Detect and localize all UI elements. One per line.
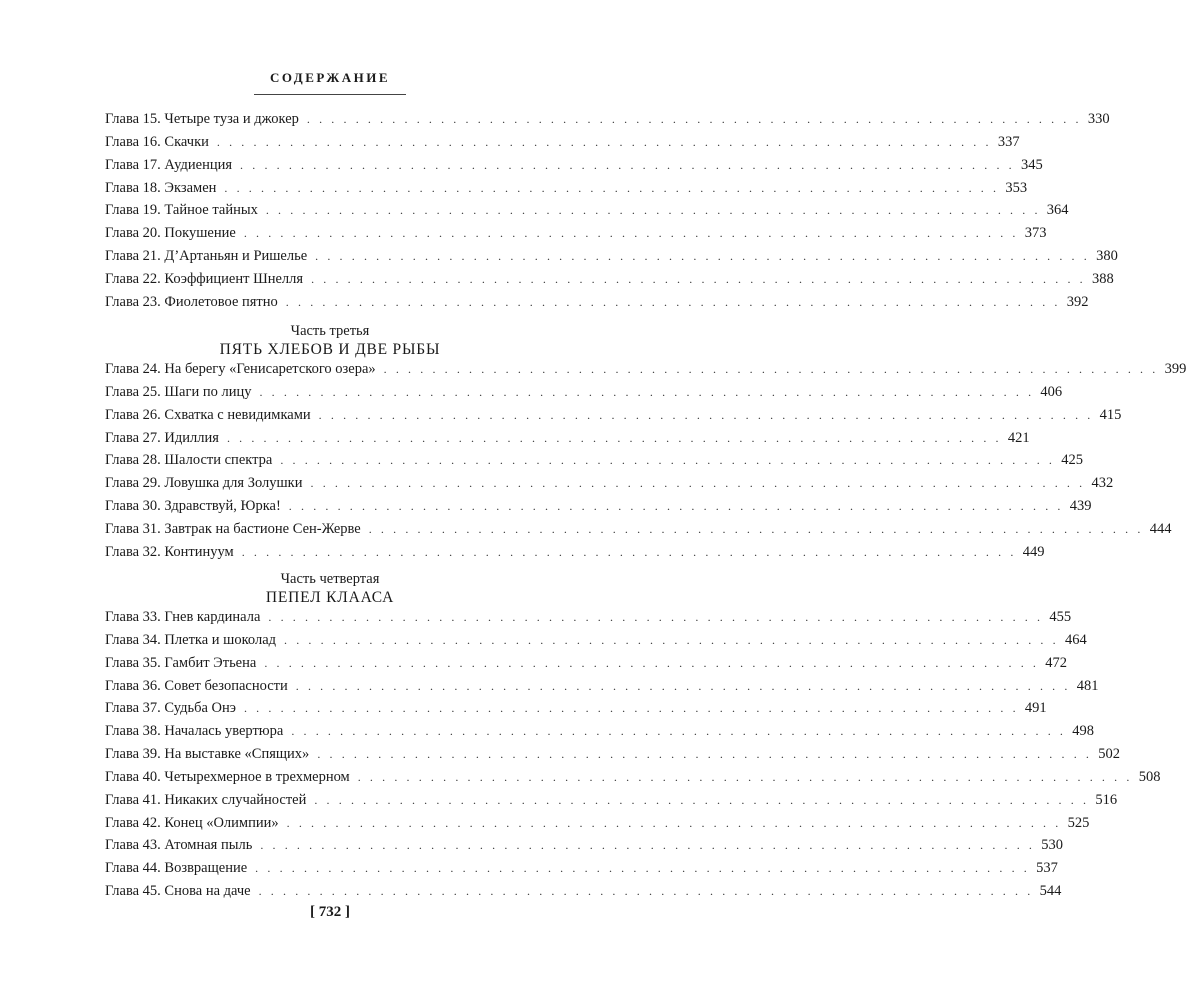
toc-entry <box>105 449 1084 472</box>
toc-entry-title: Глава 42. Конец «Олимпии» <box>105 814 279 831</box>
dot-leader: . . . . . . . . . . . . . . . . . . . . . . . . . . . . . . . . . . . . . . . . . . . . . . . . . . . . . . . . . . . . . . . . <box>310 476 1086 491</box>
toc-entry-title: Глава 18. Экзамен <box>105 179 217 196</box>
dot-leader: . . . . . . . . . . . . . . . . . . . . . . . . . . . . . . . . . . . . . . . . . . . . . . . . . . . . . . . . . . . . . . . . <box>243 701 1019 716</box>
toc-entry-page: 392 <box>1066 293 1089 310</box>
dot-leader: . . . . . . . . . . . . . . . . . . . . . . . . . . . . . . . . . . . . . . . . . . . . . . . . . . . . . . . . . . . . . . . . <box>318 407 1094 422</box>
toc-entry <box>105 720 1095 743</box>
toc-entry-page: 388 <box>1092 270 1114 287</box>
dot-leader: . . . . . . . . . . . . . . . . . . . . . . . . . . . . . . . . . . . . . . . . . . . . . . . . . . . . . . . . . . . . . . . . <box>241 544 1017 559</box>
dot-leader: . . . . . . . . . . . . . . . . . . . . . . . . . . . . . . . . . . . . . . . . . . . . . . . . . . . . . . . . . . . . . . . . <box>264 655 1040 670</box>
dot-leader: . . . . . . . . . . . . . . . . . . . . . . . . . . . . . . . . . . . . . . . . . . . . . . . . . . . . . . . . . . . . . . . . <box>288 499 1064 514</box>
dot-leader: . . . . . . . . . . . . . . . . . . . . . . . . . . . . . . . . . . . . . . . . . . . . . . . . . . . . . . . . . . . . . . . . <box>368 521 1144 536</box>
toc-entry-title: Глава 36. Совет безопасности <box>105 677 288 694</box>
dot-leader: . . . . . . . . . . . . . . . . . . . . . . . . . . . . . . . . . . . . . . . . . . . . . . . . . . . . . . . . . . . . . . . . <box>258 884 1034 899</box>
toc-entry-page: 516 <box>1095 791 1118 808</box>
toc-entry-page: 353 <box>1005 179 1028 196</box>
dot-leader: . . . . . . . . . . . . . . . . . . . . . . . . . . . . . . . . . . . . . . . . . . . . . . . . . . . . . . . . . . . . . . . . <box>255 861 1030 876</box>
part-three-subtitle: Часть третья <box>290 323 370 339</box>
dot-leader: . . . . . . . . . . . . . . . . . . . . . . . . . . . . . . . . . . . . . . . . . . . . . . . . . . . . . . . . . . . . . . . . <box>240 157 1015 172</box>
dot-leader: . . . . . . . . . . . . . . . . . . . . . . . . . . . . . . . . . . . . . . . . . . . . . . . . . . . . . . . . . . . . . . . . <box>285 294 1061 309</box>
toc-entry-page: 337 <box>997 133 1020 150</box>
toc-entry <box>105 472 1114 495</box>
toc-section-part4 <box>105 606 1161 903</box>
toc-entry-title: Глава 44. Возвращение <box>105 860 248 877</box>
toc-entry <box>105 427 1030 450</box>
toc-entry <box>105 154 1043 177</box>
dot-leader: . . . . . . . . . . . . . . . . . . . . . . . . . . . . . . . . . . . . . . . . . . . . . . . . . . . . . . . . . . . . . . . . <box>295 678 1071 693</box>
toc-entry-page: 399 <box>1164 361 1186 377</box>
toc-entry-title: Глава 24. На берегу «Генисаретского озера» <box>105 361 376 377</box>
toc-entry <box>105 291 1089 314</box>
dot-leader: . . . . . . . . . . . . . . . . . . . . . . . . . . . . . . . . . . . . . . . . . . . . . . . . . . . . . . . . . . . . . . . . <box>291 724 1067 739</box>
toc-entry <box>105 518 1172 541</box>
toc-entry <box>105 222 1047 245</box>
toc-entry <box>105 245 1118 268</box>
toc-entry <box>105 675 1099 698</box>
toc-entry <box>105 880 1062 903</box>
part-three-heading <box>0 322 660 359</box>
toc-entry-page: 502 <box>1098 746 1121 763</box>
toc-entry-title: Глава 40. Четырехмерное в трехмерном <box>105 768 350 785</box>
dot-leader: . . . . . . . . . . . . . . . . . . . . . . . . . . . . . . . . . . . . . . . . . . . . . . . . . . . . . . . . . . . . . . . . <box>311 271 1086 286</box>
toc-entry <box>105 358 1186 381</box>
toc-entry-page: 345 <box>1021 156 1043 173</box>
toc-entry-title: Глава 41. Никаких случайностей <box>105 791 307 808</box>
dot-leader: . . . . . . . . . . . . . . . . . . . . . . . . . . . . . . . . . . . . . . . . . . . . . . . . . . . . . . . . . . . . . . . . <box>243 226 1019 241</box>
dot-leader: . . . . . . . . . . . . . . . . . . . . . . . . . . . . . . . . . . . . . . . . . . . . . . . . . . . . . . . . . . . . . . . . <box>383 362 1159 376</box>
toc-entry-title: Глава 32. Континуум <box>105 543 234 560</box>
toc-entry-page: 432 <box>1091 475 1114 492</box>
toc-entry-title: Глава 29. Ловушка для Золушки <box>105 475 303 492</box>
toc-entry <box>105 834 1064 857</box>
dot-leader: . . . . . . . . . . . . . . . . . . . . . . . . . . . . . . . . . . . . . . . . . . . . . . . . . . . . . . . . . . . . . . . . <box>314 792 1090 807</box>
toc-entry-title: Глава 27. Идиллия <box>105 429 219 446</box>
toc-entry-page: 481 <box>1076 677 1099 694</box>
part-four-title: ПЕПЕЛ КЛААСА <box>265 589 395 606</box>
toc-entry-title: Глава 26. Схватка с невидимками <box>105 406 311 423</box>
dot-leader: . . . . . . . . . . . . . . . . . . . . . . . . . . . . . . . . . . . . . . . . . . . . . . . . . . . . . . . . . . . . . . . . <box>280 453 1056 468</box>
toc-entry-title: Глава 20. Покушение <box>105 225 236 242</box>
toc-entry-title: Глава 25. Шаги по лицу <box>105 383 252 400</box>
toc-entry-page: 439 <box>1069 498 1092 515</box>
toc-entry-title: Глава 21. Д’Артаньян и Ришелье <box>105 248 308 265</box>
toc-entry-title: Глава 22. Коэффициент Шнелля <box>105 270 304 287</box>
toc-entry <box>105 199 1069 222</box>
toc-entry <box>105 131 1020 154</box>
toc-entry-title: Глава 45. Снова на даче <box>105 883 251 900</box>
dot-leader: . . . . . . . . . . . . . . . . . . . . . . . . . . . . . . . . . . . . . . . . . . . . . . . . . . . . . . . . . . . . . . . . <box>284 632 1059 647</box>
toc-entry-title: Глава 39. На выставке «Спящих» <box>105 746 310 763</box>
dot-leader: . . . . . . . . . . . . . . . . . . . . . . . . . . . . . . . . . . . . . . . . . . . . . . . . . . . . . . . . . . . . . . . . <box>315 249 1090 264</box>
toc-entry-page: 421 <box>1007 429 1030 446</box>
toc-entry-page: 425 <box>1061 452 1084 469</box>
toc-entry <box>105 857 1058 880</box>
toc-entry <box>105 177 1028 200</box>
toc-entry-title: Глава 19. Тайное тайных <box>105 202 258 219</box>
part-four-heading <box>0 570 660 607</box>
toc-entry-title: Глава 35. Гамбит Этьена <box>105 654 257 671</box>
toc-entry-title: Глава 17. Аудиенция <box>105 156 233 173</box>
toc-entry-page: 449 <box>1022 543 1045 560</box>
toc-entry-page: 364 <box>1046 202 1069 219</box>
dot-leader: . . . . . . . . . . . . . . . . . . . . . . . . . . . . . . . . . . . . . . . . . . . . . . . . . . . . . . . . . . . . . . . . <box>260 838 1036 853</box>
toc-section-part2-end <box>105 108 1118 314</box>
toc-entry-page: 464 <box>1064 631 1087 648</box>
dot-leader: . . . . . . . . . . . . . . . . . . . . . . . . . . . . . . . . . . . . . . . . . . . . . . . . . . . . . . . . . . . . . . . . <box>268 610 1044 624</box>
toc-entry-title: Глава 16. Скачки <box>105 133 209 150</box>
dot-leader: . . . . . . . . . . . . . . . . . . . . . . . . . . . . . . . . . . . . . . . . . . . . . . . . . . . . . . . . . . . . . . . . <box>357 769 1133 784</box>
toc-entry-title: Глава 43. Атомная пыль <box>105 837 253 854</box>
toc-entry <box>105 108 1110 131</box>
toc-entry-page: 525 <box>1067 814 1090 831</box>
toc-entry <box>105 789 1118 812</box>
toc-entry-title: Глава 38. Началась увертюра <box>105 723 284 740</box>
header-divider <box>254 94 406 95</box>
toc-entry-page: 380 <box>1096 248 1118 265</box>
toc-entry-title: Глава 28. Шалости спектра <box>105 452 273 469</box>
toc-entry <box>105 766 1161 789</box>
toc-entry-title: Глава 31. Завтрак на бастионе Сен-Жерве <box>105 520 361 537</box>
toc-entry-title: Глава 30. Здравствуй, Юрка! <box>105 498 281 515</box>
dot-leader: . . . . . . . . . . . . . . . . . . . . . . . . . . . . . . . . . . . . . . . . . . . . . . . . . . . . . . . . . . . . . . . . <box>265 203 1041 218</box>
dot-leader: . . . . . . . . . . . . . . . . . . . . . . . . . . . . . . . . . . . . . . . . . . . . . . . . . . . . . . . . . . . . . . . . <box>216 134 992 149</box>
toc-entry <box>105 404 1122 427</box>
part-three-title: ПЯТЬ ХЛЕБОВ И ДВЕ РЫБЫ <box>219 341 441 358</box>
toc-entry-page: 472 <box>1045 654 1068 671</box>
toc-entry-page: 444 <box>1149 520 1172 537</box>
toc-entry <box>105 541 1045 564</box>
toc-entry-page: 508 <box>1138 768 1161 785</box>
page-header-title: СОДЕРЖАНИЕ <box>269 70 391 85</box>
toc-entry-title: Глава 23. Фиолетовое пятно <box>105 293 278 310</box>
toc-entry-title: Глава 34. Плетка и шоколад <box>105 631 277 648</box>
page-number: [ 732 ] <box>310 904 350 920</box>
toc-entry <box>105 652 1068 675</box>
toc-entry <box>105 381 1063 404</box>
toc-entry-page: 544 <box>1039 883 1062 900</box>
toc-entry-page: 491 <box>1024 700 1047 717</box>
toc-entry-page: 530 <box>1041 837 1064 854</box>
toc-entry-page: 498 <box>1072 723 1095 740</box>
toc-entry-page: 455 <box>1049 609 1072 625</box>
toc-entry <box>105 495 1092 518</box>
toc-entry <box>105 268 1114 291</box>
toc-entry-title: Глава 37. Судьба Онэ <box>105 700 236 717</box>
toc-entry-title: Глава 15. Четыре туза и джокер <box>105 111 299 127</box>
toc-entry <box>105 629 1087 652</box>
toc-entry <box>105 743 1121 766</box>
dot-leader: . . . . . . . . . . . . . . . . . . . . . . . . . . . . . . . . . . . . . . . . . . . . . . . . . . . . . . . . . . . . . . . . <box>259 384 1035 399</box>
dot-leader: . . . . . . . . . . . . . . . . . . . . . . . . . . . . . . . . . . . . . . . . . . . . . . . . . . . . . . . . . . . . . . . . <box>306 112 1082 126</box>
dot-leader: . . . . . . . . . . . . . . . . . . . . . . . . . . . . . . . . . . . . . . . . . . . . . . . . . . . . . . . . . . . . . . . . <box>317 747 1093 762</box>
dot-leader: . . . . . . . . . . . . . . . . . . . . . . . . . . . . . . . . . . . . . . . . . . . . . . . . . . . . . . . . . . . . . . . . <box>226 430 1002 445</box>
toc-entry-page: 330 <box>1087 111 1110 127</box>
toc-entry <box>105 812 1090 835</box>
toc-entry-page: 415 <box>1099 406 1122 423</box>
toc-section-part3 <box>105 358 1186 564</box>
toc-entry-page: 373 <box>1024 225 1047 242</box>
toc-entry <box>105 606 1072 629</box>
part-four-subtitle: Часть четвертая <box>280 571 380 587</box>
toc-entry-title: Глава 33. Гнев кардинала <box>105 609 261 625</box>
toc-entry-page: 406 <box>1040 383 1063 400</box>
toc-entry <box>105 697 1047 720</box>
toc-entry-page: 537 <box>1036 860 1058 877</box>
dot-leader: . . . . . . . . . . . . . . . . . . . . . . . . . . . . . . . . . . . . . . . . . . . . . . . . . . . . . . . . . . . . . . . . <box>286 815 1062 830</box>
dot-leader: . . . . . . . . . . . . . . . . . . . . . . . . . . . . . . . . . . . . . . . . . . . . . . . . . . . . . . . . . . . . . . . . <box>224 180 1000 195</box>
